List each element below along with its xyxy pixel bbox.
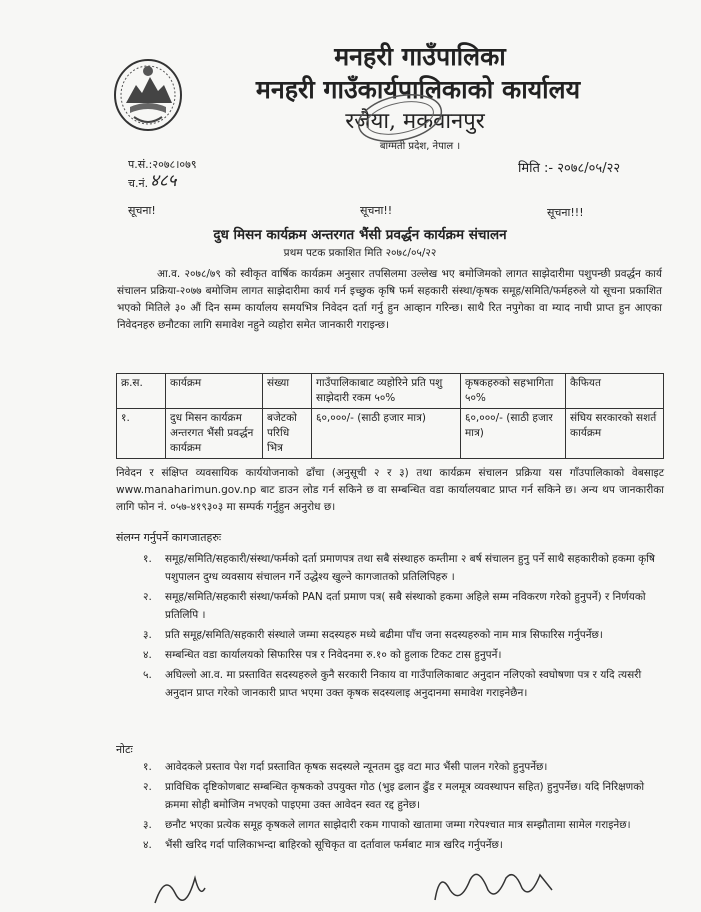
documents-heading: संलग्न गर्नुपर्ने कागजातहरुः [116,531,222,544]
col-farmer-share: कृषकहरुको सहभागिता ५०% [461,374,566,409]
notice-right: सूचना!!! [547,206,584,219]
notice-left: सूचना! [128,204,156,217]
list-number: ५. [143,669,152,681]
list-number: ३. [143,819,152,831]
list-number: २. [143,781,152,793]
list-text: आवेदकले प्रस्ताव पेश गर्दा प्रस्तावित कृषक सदस्यले न्यूनतम दुइ वटा माउ भैंसी पालन गरेको हुनुपर्नेछ। [165,761,548,773]
notes-heading: नोटः [116,743,133,756]
list-item [143,778,665,814]
notes-list [143,758,665,856]
list-item [143,816,665,834]
list-number: २. [143,591,152,603]
list-text: प्रति समूह/समिति/सहकारी संस्थाले जम्मा सदस्यहरु मध्ये बढीमा पाँच जना सदस्यहरुको नाम मात्र सिफारिस गर्नुपर्नेछ। [165,629,603,641]
list-text: छनौट भएका प्रत्येक समूह कृषकले लागत साझेदारी रकम गापाको खातामा जम्मा गरेपश्चात मात्र सम्झौतामा सामेल गराइनेछ। [165,819,631,831]
col-program: कार्यक्रम [166,374,263,409]
list-text: अघिल्लो आ.व. मा प्रस्तावित सदस्यहरुले कुनै सरकारी निकाय वा गाउँपालिकाबाट अनुदान नलिएको स्वघोषणा पत्र र यदि त्यसरी अनुदान प्राप्त गरेको जानकारी प्राप्त भएमा उक्त कृषक सदस्यलाइ अनुदानमा समावेश गराइनेछैन। [165,669,642,699]
documents-list [143,550,665,704]
list-text: भैंसी खरिद गर्दा पालिकाभन्दा बाहिरको सूचिकृत वा दर्तावाल फर्मबाट मात्र खरिद गर्नुपर्नेछ। [165,839,503,851]
col-sn: क्र.स. [117,374,166,409]
list-item [143,550,665,586]
list-item [143,666,665,702]
list-number: १. [143,553,152,565]
list-item [143,836,665,854]
office-name: मनहरी गाउँकार्यपालिकाको कार्यालय [255,75,581,104]
cell-remarks: संघिय सरकारको सशर्त कार्यक्रम [566,409,664,459]
list-item [143,588,665,624]
province-line: बाग्मती प्रदेश, नेपाल । [379,141,461,152]
table-row [117,409,664,459]
dispatch-number: ४८५ [150,171,177,191]
list-item [143,646,665,664]
nepal-emblem-icon [112,55,184,133]
dispatch-label: च.नं. [128,177,149,190]
list-number: १. [143,761,152,773]
office-address: रजैया, मकवानपुर [345,109,485,134]
intro-paragraph: आ.व. २०७८/७९ को स्वीकृत वार्षिक कार्यक्रम अनुसार तपसिलमा उल्लेख भए बमोजिमको लागत साझेदारीमा पशुपन्छी प्रवर्द्धन कार्य संचालन प्रक्रिया-२०७७ बमोजिम लागत साझेदारीमा कार्य गर्न इच्छुक कृषि फर्म सहकारी संस्था/कृषक समूह/समिति/फर्महरुले यो सूचना प्रकाशित भएको मितिले ३० औं दिन सम्म कार्यालय समयभित्र निवेदन दर्ता गर्नु हुन आव्हान गरिन्छ। साथै रित नपुगेका वा म्याद नाघी प्राप्त हुन आएका निवेदनहरु छनौटका लागि समावेश नहुने व्यहोरा समेत जानकारी गराइन्छ। [117,268,662,331]
col-quantity: संख्या [263,374,312,409]
cell-quantity: बजेटको परिधि भित्र [263,409,312,459]
list-item [143,758,665,776]
list-text: प्राविधिक दृष्टिकोणबाट सम्बन्धित कृषकको उपयुक्त गोठ (भुइ ढलान ढुँड र मलमूत्र व्यवस्थापन सहित) हुनुपर्नेछ। यदि निरिक्षणको क्रममा सोही बमोजिम नभएको पाइएमा उक्त आवेदन स्वत रद्द हुनेछ। [165,781,645,811]
cell-program: दुध मिसन कार्यक्रम अन्तरगत भैंसी प्रवर्द्धन कार्यक्रम [166,409,263,459]
cell-sn: १. [117,409,166,459]
reference-number: प.सं.:२०७८।०७९ [128,158,197,171]
list-item [143,626,665,644]
list-number: ४. [143,649,152,661]
signature-left [150,868,210,908]
publish-date: प्रथम पटक प्रकाशित मिति २०७८/०५/२२ [283,247,437,259]
after-table-paragraph: निवेदन र संक्षिप्त व्यवसायिक कार्ययोजनाको ढाँचा (अनुसूची २ र ३) तथा कार्यक्रम संचालन प्रक्रिया यस गाँउपालिकाको वेबसाइट www.manaharimun.gov.np बाट डाउन लोड गर्न सकिने छ वा सम्बन्धित वडा कार्यालयबाट प्राप्त गर्न सकिने छ। अन्य थप जानकारीका लागि फोन नं. ०५७-४१९३०३ मा सम्पर्क गर्नुहुन अनुरोध छ। [116,467,664,513]
signature-right [430,860,560,908]
list-text: समूह/समिति/सहकारी संस्था/फर्मको PAN दर्ता प्रमाण पत्र( सबै संस्थाको हकमा अहिले सम्म नविकरण गरेको हुनुपर्ने) र निर्णयको प्रतिलिपि । [165,591,646,621]
office-stamp [355,92,445,144]
table-header-row [117,374,664,409]
col-municipal-share: गाउँपालिकाबाट व्यहोरिने प्रति पशु साझेदारी रकम ५०% [312,374,461,409]
notice-title: दुध मिसन कार्यक्रम अन्तरगत भैंसी प्रवर्द्धन कार्यक्रम संचालन [213,227,507,243]
cell-municipal-share: ६०,०००/- (साठी हजार मात्र) [312,409,461,459]
municipality-name: मनहरी गाउँपालिका [334,42,506,71]
program-table [116,373,664,459]
list-text: सम्बन्धित वडा कार्यालयको सिफारिस पत्र र निवेदनमा रु.१० को हुलाक टिकट टास हुनुपर्ने। [165,649,502,661]
list-number: ४. [143,839,152,851]
notice-center: सूचना!! [360,204,393,217]
cell-farmer-share: ६०,०००/- (साठी हजार मात्र) [461,409,566,459]
list-text: समूह/समिति/सहकारी/संस्था/फर्मको दर्ता प्रमाणपत्र तथा सबै संस्थाहरु कम्तीमा २ बर्ष संचालन हुनु पर्ने साथै सहकारीको हकमा कृषि पशुपालन दुग्ध व्यवसाय संचालन गर्ने उद्धेश्य खुल्ने कागजातको प्रतिलिपिहरु । [165,553,655,583]
col-remarks: कैफियत [566,374,664,409]
date-line: मिति :- २०७८/०५/२२ [518,161,621,176]
list-number: ३. [143,629,152,641]
